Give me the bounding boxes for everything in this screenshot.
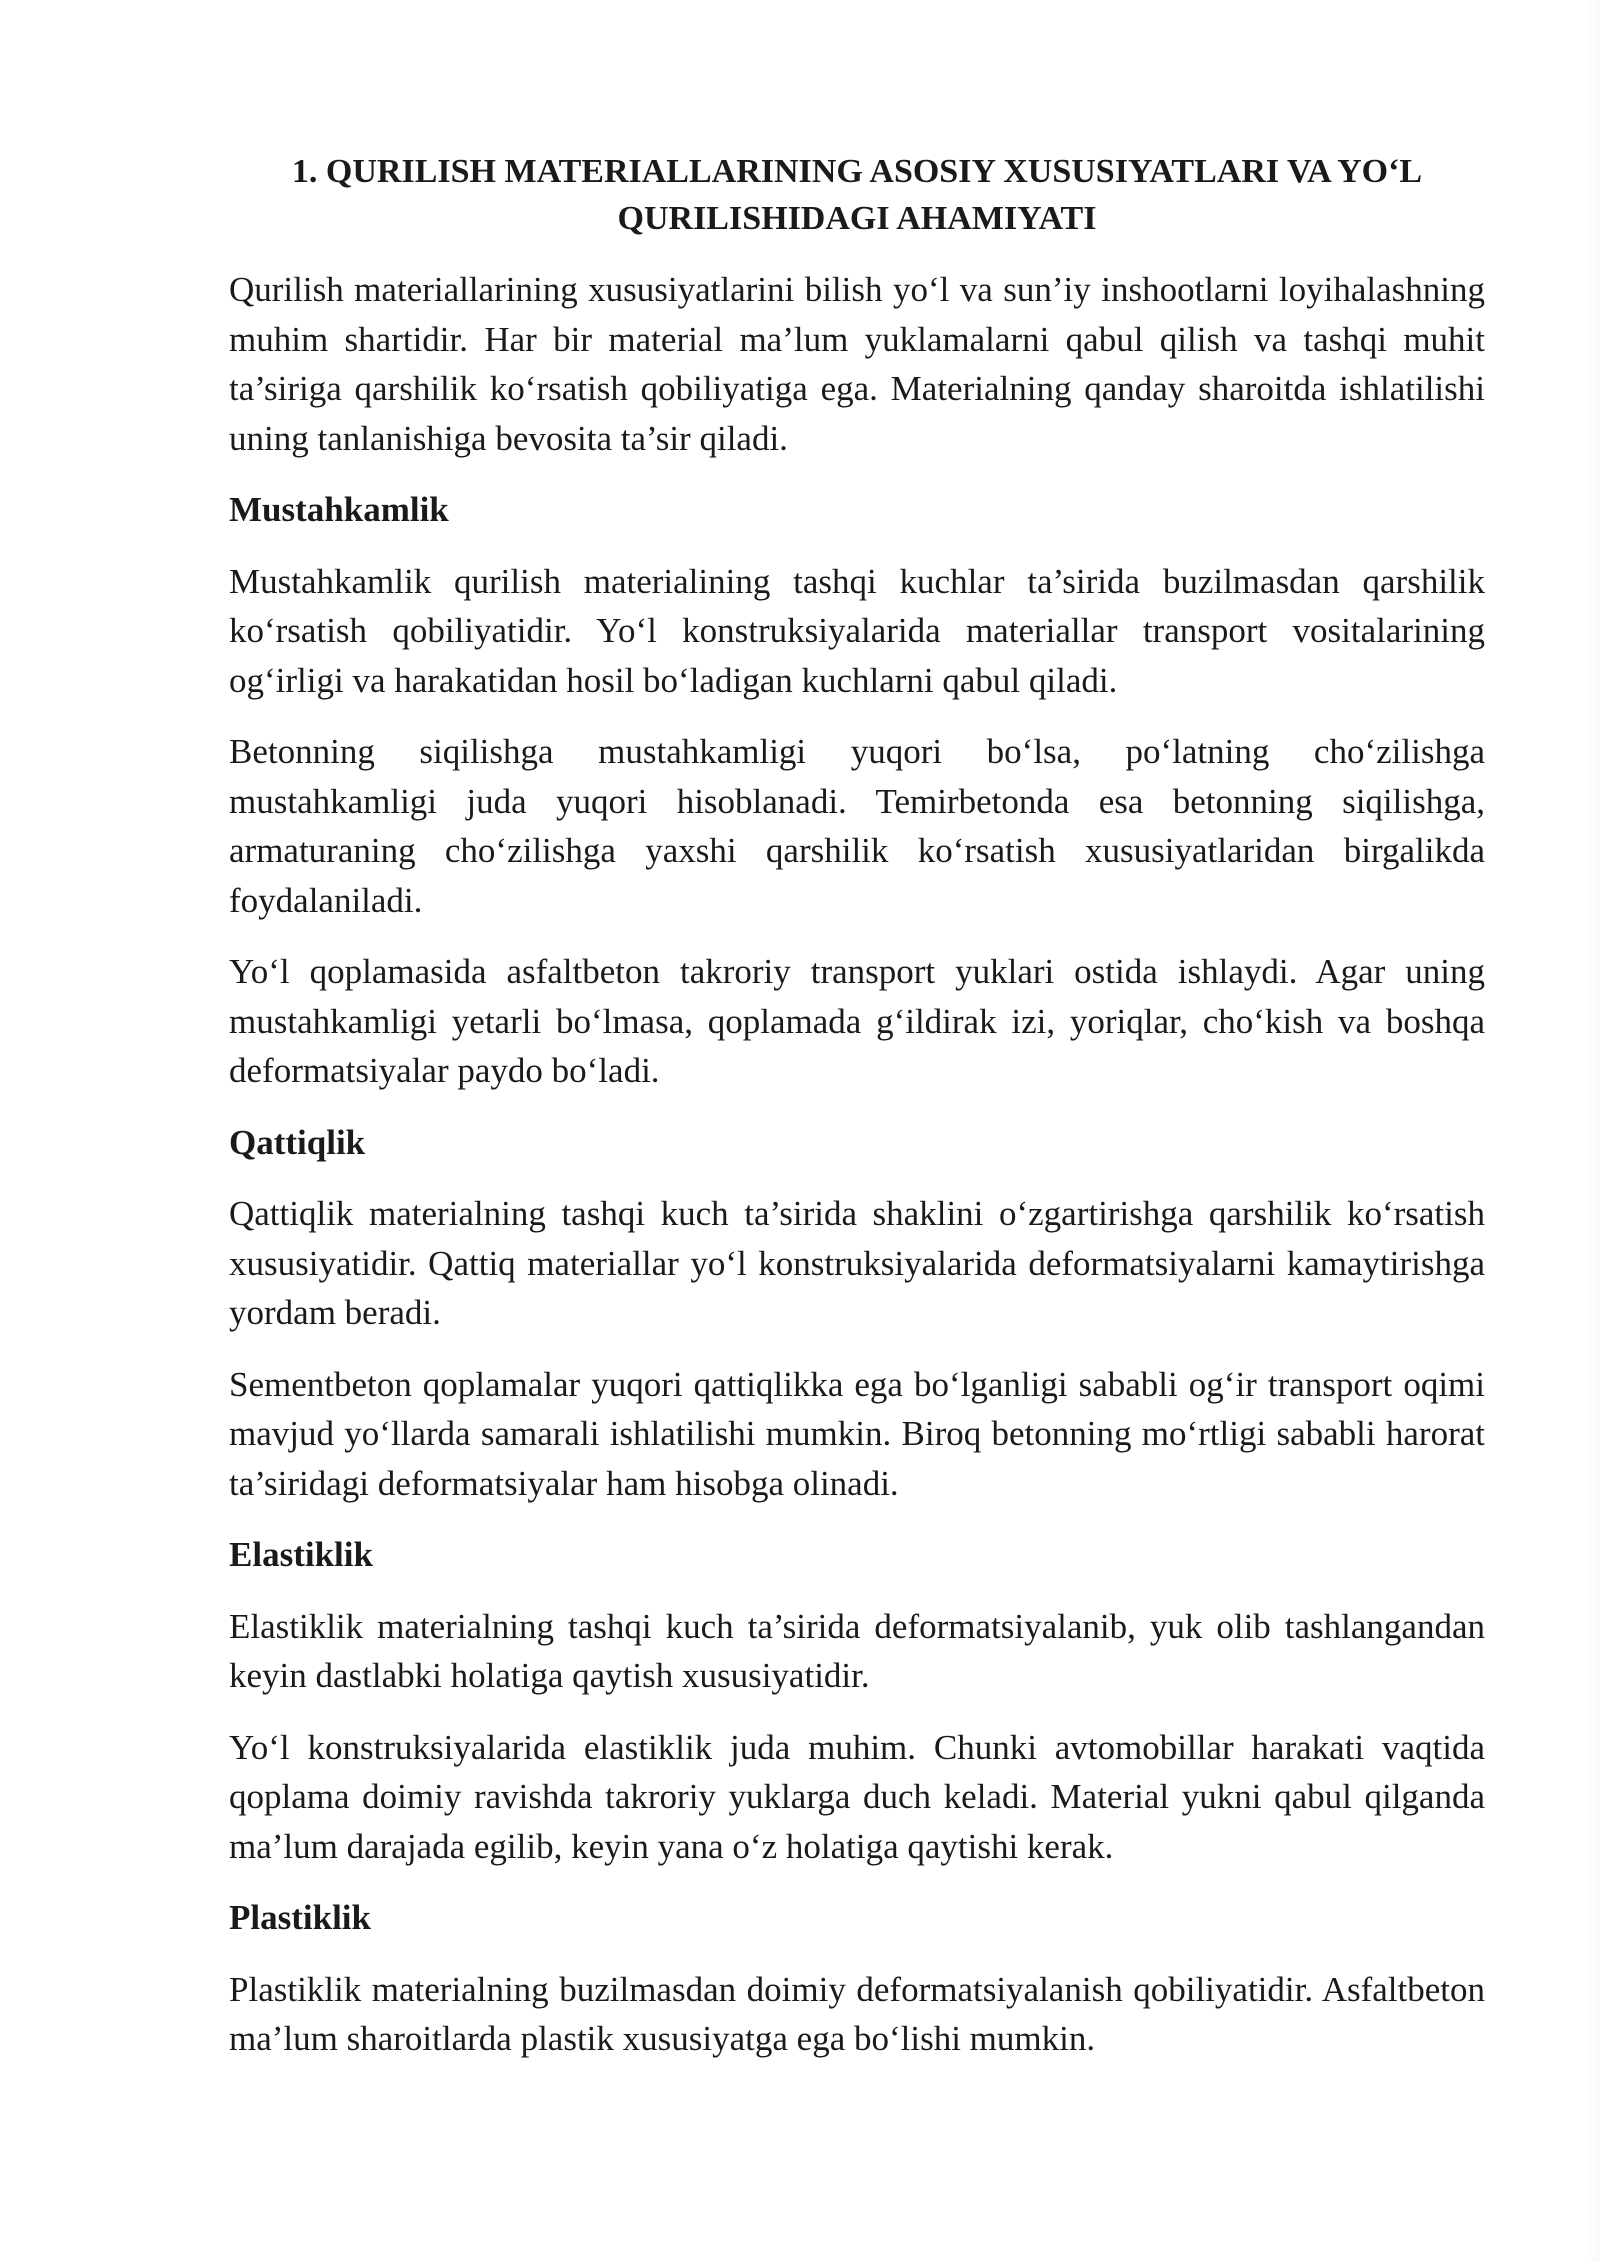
document-body (229, 148, 1485, 2086)
section-heading-qattiqlik: Qattiqlik (229, 1122, 366, 1162)
paragraph: Mustahkamlik qurilish materialining tashqi kuchlar ta’sirida buzilmasdan qarshilik ko‘rsatish qobiliyatidir. Yo‘l konstruksiyalarida materiallar transport vositalarining og‘irligi va harakatidan hosil bo‘ladigan kuchlarni qabul qiladi. (229, 561, 1485, 700)
paragraph: Yo‘l qoplamasida asfaltbeton takroriy transport yuklari ostida ishlaydi. Agar uning mustahkamligi yetarli bo‘lmasa, qoplamada g‘ildirak izi, yoriqlar, cho‘kish va boshqa deformatsiyalar paydo bo‘ladi. (229, 952, 1485, 1090)
paragraph: Yo‘l konstruksiyalarida elastiklik juda muhim. Chunki avtomobillar harakati vaqtida qoplama doimiy ravishda takroriy yuklarga duch keladi. Material yukni qabul qilganda ma’lum darajada egilib, keyin yana o‘z holatiga qaytishi kerak. (229, 1727, 1485, 1866)
paragraph: Betonning siqilishga mustahkamligi yuqori bo‘lsa, po‘latning cho‘zilishga mustahkamligi juda yuqori hisoblanadi. Temirbetonda esa betonning siqilishga, armaturaning cho‘zilishga yaxshi qarshilik ko‘rsatish xususiyatlaridan birgalikda foydalaniladi. (229, 732, 1485, 920)
paragraph: Qattiqlik materialning tashqi kuch ta’sirida shaklini o‘zgartirishga qarshilik ko‘rsatish xususiyatidir. Qattiq materiallar yo‘l konstruksiyalarida deformatsiyalarni kamaytirishga yordam beradi. (229, 1194, 1485, 1332)
paragraph: Sementbeton qoplamalar yuqori qattiqlikka ega bo‘lganligi sababli og‘ir transport oqimi mavjud yo‘llarda samarali ishlatilishi mumkin. Biroq betonning mo‘rtligi sababli harorat ta’siridagi deformatsiyalar ham hisobga olinadi. (229, 1364, 1485, 1503)
paragraph: Elastiklik materialning tashqi kuch ta’sirida deformatsiyalanib, yuk olib tashlangandan keyin dastlabki holatiga qaytish xususiyatidir. (229, 1606, 1485, 1695)
section-heading-elastiklik: Elastiklik (229, 1535, 373, 1574)
section-heading-mustahkamlik: Mustahkamlik (229, 490, 449, 529)
document-title (229, 148, 1485, 242)
intro-paragraph: Qurilish materiallarining xususiyatlarini bilish yo‘l va sun’iy inshootlarni loyihalashning muhim shartidir. Har bir material ma’lum yuklamalarni qabul qilish va tashqi muhit ta’siriga qarshilik ko‘rsatish qobiliyatiga ega. Materialning qanday sharoitda ishlatilishi uning tanlanishiga bevosita ta’sir qiladi. (229, 270, 1485, 458)
page-edge-shadow (1582, 0, 1600, 2262)
document-title-line-1: 1. QURILISH MATERIALLARINING ASOSIY XUSUSIYATLARI VA YO‘L (291, 153, 1423, 190)
paragraph: Plastiklik materialning buzilmasdan doimiy deformatsiyalanish qobiliyatidir. Asfaltbeton ma’lum sharoitlarda plastik xususiyatga ega bo‘lishi mumkin. (229, 1969, 1485, 2058)
document-title-line-2: QURILISHIDAGI AHAMIYATI (617, 200, 1097, 237)
section-heading-plastiklik: Plastiklik (229, 1898, 371, 1937)
